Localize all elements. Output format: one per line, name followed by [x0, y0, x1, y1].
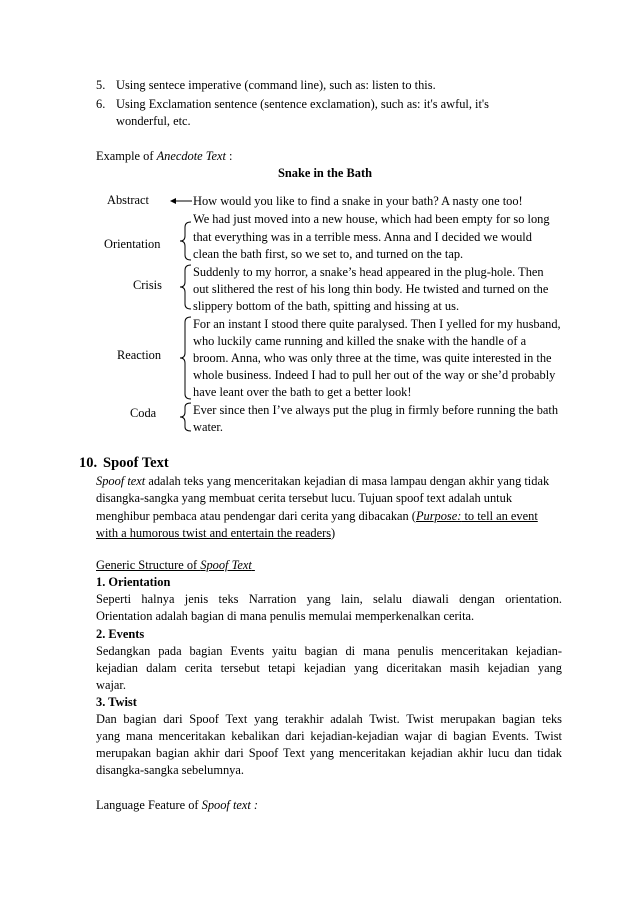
structure-heading — [96, 557, 255, 574]
section-title: Spoof Text — [103, 455, 169, 471]
label-orientation: Orientation — [104, 237, 161, 251]
structure-item-line: yang mana menceritakan kebalikan dari kejadian-kejadian wajar di bagian Events. Twist — [96, 729, 562, 743]
list-number: 5. — [96, 78, 106, 92]
label-crisis: Crisis — [133, 278, 162, 292]
story-title: Snake in the Bath — [278, 166, 372, 180]
structure-item-line: Orientation adalah bagian di mana penulis memulai memperkenalkan cerita. — [96, 609, 475, 623]
story-line: We had just moved into a new house, which had been empty for so long — [193, 212, 550, 226]
example-heading — [96, 148, 233, 165]
example-italic: Anecdote Text — [156, 149, 226, 163]
purpose-text: to tell an event — [461, 509, 538, 523]
structure-heading-prefix: Generic Structure of — [96, 558, 201, 572]
story-line: water. — [193, 420, 223, 434]
intro-text: ) — [331, 526, 336, 540]
intro-line — [96, 473, 549, 490]
story-line: broom. Anna, who was only three at the time, was quite interested in the — [193, 351, 552, 365]
intro-italic: Spoof text — [96, 474, 146, 488]
section-number: 10. — [79, 455, 98, 471]
story-line: whole business. Indeed I had to pull her out of the way or she’d probably — [193, 368, 556, 382]
story-line: slippery bottom of the bath, spitting and hissing at us. — [193, 299, 460, 313]
example-prefix: Example of — [96, 149, 157, 163]
structure-item-line: Dan bagian dari Spoof Text yang terakhir adalah Twist. Twist merupakan bagian teks — [96, 712, 562, 726]
crisis-brace — [179, 264, 193, 310]
label-reaction: Reaction — [117, 348, 162, 362]
language-italic: Spoof text : — [201, 798, 259, 812]
intro-line — [96, 525, 335, 542]
structure-item-title: 3. Twist — [96, 695, 137, 709]
example-suffix: : — [225, 149, 233, 163]
story-line: out slithered the rest of his long thin body. He twisted and turned on the — [193, 282, 549, 296]
structure-item-line: Sedangkan pada bagian Events yaitu bagian di mana penulis menceritakan kejadian- — [96, 644, 562, 658]
orientation-brace — [179, 221, 193, 261]
structure-heading-italic: Spoof Text — [200, 558, 252, 572]
language-prefix: Language Feature of — [96, 798, 202, 812]
intro-line — [96, 508, 538, 525]
story-line: clean the bath first, so we set to, and turned on the tap. — [193, 247, 464, 261]
story-line: For an instant I stood there quite paralysed. Then I yelled for my husband, — [193, 317, 561, 331]
language-feature-heading — [96, 797, 258, 814]
intro-text: menghibur pembaca atau pendengar dari cerita yang dibacakan ( — [96, 509, 416, 523]
intro-text: adalah teks yang menceritakan kejadian di masa lampau dengan akhir yang tidak — [145, 474, 550, 488]
label-abstract: Abstract — [107, 193, 149, 207]
story-line: that everything was in a terrible mess. Anna and I decided we would — [193, 230, 532, 244]
purpose-text: with a humorous twist and entertain the readers — [96, 526, 332, 540]
story-line: Suddenly to my horror, a snake’s head appeared in the plug-hole. Then — [193, 265, 544, 279]
list-item-text: Using Exclamation sentence (sentence exclamation), such as: it's awful, it's — [116, 97, 489, 111]
structure-item-title: 1. Orientation — [96, 575, 171, 589]
structure-item-line: Seperti halnya jenis teks Narration yang lain, selalu diawali dengan orientation. — [96, 592, 562, 606]
structure-item-line: merupakan bagian akhir dari Spoof Text yang menceritakan kejadian akhir lucu dan tidak — [96, 746, 562, 760]
list-item-text: Using sentece imperative (command line), such as: listen to this. — [116, 78, 436, 92]
structure-item-title: 2. Events — [96, 627, 145, 641]
coda-brace — [179, 402, 193, 432]
story-line: How would you like to find a snake in your bath? A nasty one too! — [193, 194, 523, 208]
structure-item-line: kejadian dalam cerita tersebut tetapi kejadian yang diceritakan masih kejadian yang — [96, 661, 562, 675]
story-line: who luckily came running and killed the snake with the handle of a — [193, 334, 527, 348]
structure-item-line: disangka-sangka sebelumnya. — [96, 763, 244, 777]
reaction-brace — [179, 316, 193, 400]
label-coda: Coda — [130, 406, 157, 420]
intro-line: disangka-sangka yang membuat cerita tersebut lucu. Tujuan spoof text adalah untuk — [96, 491, 513, 505]
purpose-label: Purpose: — [415, 509, 462, 523]
list-item-continuation: wonderful, etc. — [116, 114, 191, 128]
structure-item-line: wajar. — [96, 678, 126, 692]
story-line: Ever since then I’ve always put the plug in firmly before running the bath — [193, 403, 559, 417]
abstract-arrow — [170, 197, 192, 205]
list-number: 6. — [96, 97, 106, 111]
story-line: have leant over the bath to get a better look! — [193, 385, 412, 399]
